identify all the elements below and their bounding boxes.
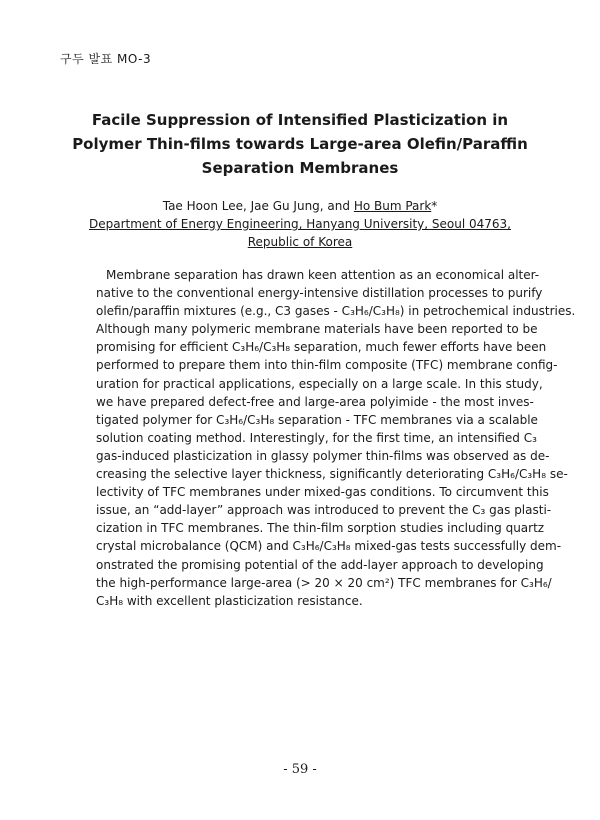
affiliation-line: Republic of Korea	[247, 235, 353, 249]
abstract-line: crystal microbalance (QCM) and C₃H₆/C₃H₈ mixed-gas tests successfully dem-	[96, 539, 562, 554]
paper-title	[60, 108, 540, 180]
title-line: Facile Suppression of Intensified Plasticization in	[91, 111, 509, 129]
abstract-line: C₃H₈ with excellent plasticization resistance.	[96, 593, 363, 608]
author-list	[60, 197, 540, 215]
page-number: - 59 -	[283, 762, 317, 777]
abstract-line: gas-induced plasticization in glassy polymer thin-films was observed as de-	[96, 448, 550, 463]
abstract-line: onstrated the promising potential of the add-layer approach to developing	[96, 557, 544, 572]
abstract-line: creasing the selective layer thickness, significantly deteriorating C₃H₆/C₃H₈ se-	[96, 467, 568, 482]
abstract-body	[96, 266, 576, 610]
abstract-line: the high-performance large-area (> 20 × 20 cm²) TFC membranes for C₃H₆/	[96, 575, 552, 590]
abstract-line: solution coating method. Interestingly, for the first time, an intensified C₃	[96, 430, 537, 445]
affiliation	[60, 215, 540, 251]
abstract-line: cization in TFC membranes. The thin-film sorption studies including quartz	[96, 521, 545, 536]
abstract-line: native to the conventional energy-intensive distillation processes to purify	[96, 286, 543, 301]
abstract-line: Although many polymeric membrane materials have been reported to be	[96, 322, 538, 337]
abstract-line: olefin/paraffin mixtures (e.g., C3 gases - C₃H₆/C₃H₈) in petrochemical industries.	[96, 304, 576, 319]
session-code: 구두 발표 MO-3	[60, 52, 152, 66]
abstract-line: Membrane separation has drawn keen attention as an economical alter-	[106, 268, 540, 282]
title-line: Separation Membranes	[201, 159, 399, 177]
co-authors: Tae Hoon Lee, Jae Gu Jung, and	[162, 199, 354, 213]
abstract-line: performed to prepare them into thin-film composite (TFC) membrane config-	[96, 358, 558, 373]
affiliation-line: Department of Energy Engineering, Hanyang University, Seoul 04763,	[89, 217, 511, 231]
abstract-line: tigated polymer for C₃H₆/C₃H₈ separation - TFC membranes via a scalable	[96, 412, 538, 427]
abstract-line: issue, an “add-layer” approach was introduced to prevent the C₃ gas plasti-	[96, 503, 552, 518]
presenting-author: Ho Bum Park	[353, 199, 432, 213]
abstract-line: we have prepared defect-free and large-area polyimide - the most inves-	[96, 394, 534, 409]
title-line: Polymer Thin-films towards Large-area Olefin/Paraffin	[72, 135, 528, 153]
corresponding-mark: *	[431, 199, 438, 213]
abstract-line: promising for efficient C₃H₆/C₃H₈ separation, much fewer efforts have been	[96, 340, 547, 355]
abstract-line: uration for practical applications, especially on a large scale. In this study,	[96, 376, 543, 391]
abstract-line: lectivity of TFC membranes under mixed-gas conditions. To circumvent this	[96, 485, 549, 500]
